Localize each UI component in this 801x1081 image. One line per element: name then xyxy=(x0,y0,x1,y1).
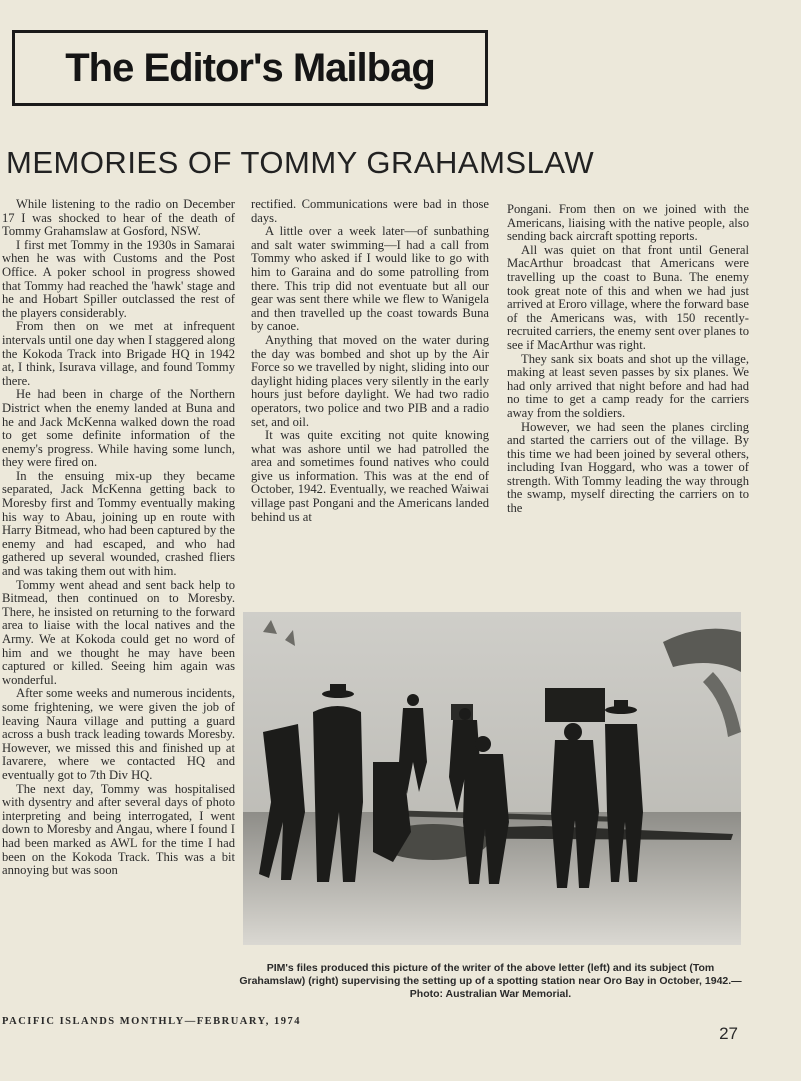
paragraph: A little over a week later—of sunbathing and salt water swimming—I had a call from Tommy who asked if I would like to go with him to Garaina and do some patrolling from there. This trip did not eventuate but all our gear was sent there while we flew to Wanigela and then travelled up the coast towards Buna by canoe. xyxy=(251,224,489,334)
publication-footer: PACIFIC ISLANDS MONTHLY—FEBRUARY, 1974 xyxy=(2,1016,301,1027)
paragraph: It was quite exciting not quite knowing what was ashore until we had patrolled the area and sometimes found natives who could give us information. This was at the end of October, 1942. Eventually, we reached Waiwai village past Pongani and the Americans landed behind us at xyxy=(251,428,489,524)
paragraph: All was quiet on that front until General MacArthur broadcast that Americans were travelling up the coast to Buna. The enemy took great note of this and when we had just arrived at Eroro village, where the forward base of the Americans was, with 150 recently-recruited carriers, the enemy sent over planes to see if MacArthur was right. xyxy=(507,242,749,352)
paragraph: They sank six boats and shot up the village, making at least seven passes by six planes. We had only arrived that night before and had had no time to get a camp ready for the carriers away from the soldiers. xyxy=(507,351,749,420)
photo-caption: PIM's files produced this picture of the writer of the above letter (left) and its subject (Tom Grahamslaw) (right) supervising the setting up of a spotting station near Oro Bay in October, 1942.—Photo: Australian War Memorial. xyxy=(239,962,742,1000)
paragraph: However, we had seen the planes circling and started the carriers out of the village. By this time we had been joined by several others, including Ivan Hoggard, who was a tower of strength. With Tommy leading the way through the swamp, myself directing the carriers on to the xyxy=(507,419,749,516)
historical-photo xyxy=(243,612,741,945)
masthead-box xyxy=(12,30,488,106)
article-column-2 xyxy=(251,198,489,524)
paragraph: Anything that moved on the water during the day was bombed and shot up by the Air Force so we travelled by night, sliding into our daylight hiding places very silently in the early hours just before daylight. We had two radio operators, two police and two PIB and a radio set, and oil. xyxy=(251,332,489,429)
article-headline: MEMORIES OF TOMMY GRAHAMSLAW xyxy=(6,145,595,180)
paragraph: rectified. Communications were bad in those days. xyxy=(251,197,489,225)
page-number: 27 xyxy=(719,1024,738,1043)
paragraph: From then on we met at infrequent intervals until one day when I staggered along the Kokoda Track into Brigade HQ in 1942 at, I think, Isurava village, and found Tommy there. xyxy=(2,319,235,388)
article-column-3 xyxy=(507,203,749,516)
paragraph: After some weeks and numerous incidents, some frightening, we were given the job of leaving Naura village and putting a guard across a bush track leading towards Moresby. However, we missed this and finished up at Iavarere, where we contacted HQ and eventually got to 7th Div HQ. xyxy=(2,686,235,782)
masthead-title: The Editor's Mailbag xyxy=(65,45,435,90)
paragraph: He had been in charge of the Northern District when the enemy landed at Buna and he and Jack McKenna walked down the road to get some definite information of the enemy's progress. While having some lunch, they were fired on. xyxy=(2,387,235,470)
paragraph: Pongani. From then on we joined with the Americans, liaising with the native people, also sending back aircraft spotting reports. xyxy=(507,202,749,244)
paragraph: I first met Tommy in the 1930s in Samarai when he was with Customs and the Post Office. A poker school in progress showed that Tommy had reached the 'hawk' stage and he and Hobart Spiller outclassed the rest of the players considerably. xyxy=(2,237,235,320)
article-column-1 xyxy=(2,198,235,1006)
paragraph: The next day, Tommy was hospitalised with dysentry and after several days of photo interpreting and being interrogated, I went down to Moresby and Angau, where I found I had been marked as AWL for the time I had been on the Kokoda Track. This was a bit annoying but was soon xyxy=(2,781,235,878)
paragraph: While listening to the radio on December 17 I was shocked to hear of the death of Tommy Grahamslaw at Gosford, NSW. xyxy=(2,198,235,239)
paragraph: Tommy went ahead and sent back help to Bitmead, then continued on to Moresby. There, he insisted on returning to the forward area to liaise with the local natives and the Army. We at Kokoda could get no word of him and we thought he may have been captured or killed. Seeing him again was wonderful. xyxy=(2,577,235,687)
paragraph: In the ensuing mix-up they became separated, Jack McKenna getting back to Moresby first and Tommy eventually making his way to Abau, joining up en route with Harry Bitmead, who had been captured by the enemy and had escaped, and who had gathered up several wounded, crashed fliers and was taking them out with him. xyxy=(2,468,235,579)
